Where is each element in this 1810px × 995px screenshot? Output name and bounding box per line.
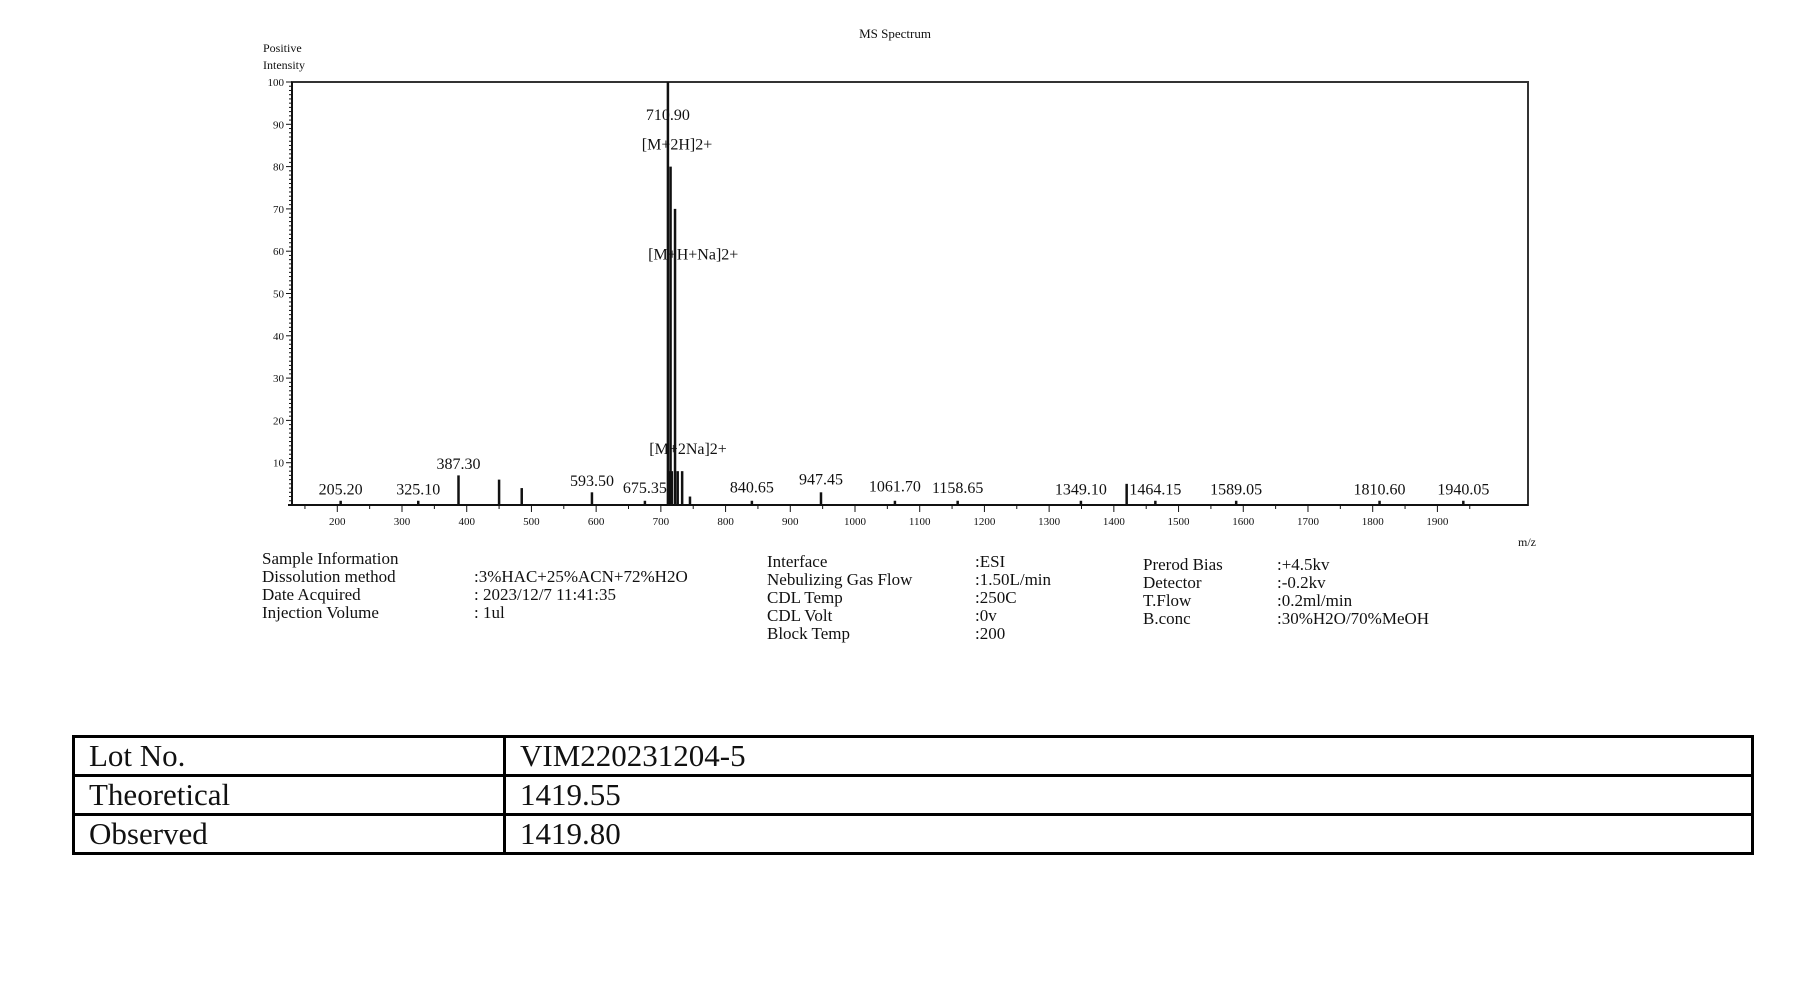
y-tick-label: 50: [273, 288, 284, 301]
peak-label: 387.30: [436, 456, 481, 474]
peak-label: 947.45: [798, 471, 843, 489]
x-tick-label: 1600: [1232, 516, 1255, 528]
x-tick-label: 1100: [908, 516, 931, 528]
peak-labels: [319, 107, 1490, 498]
instrument-info-labels: [767, 553, 912, 643]
sample-info-values: [474, 550, 688, 622]
row-value: 1419.80: [505, 815, 1753, 854]
y-axis-label-line: Intensity: [263, 58, 305, 72]
x-axis-label: m/z: [1518, 535, 1536, 549]
detector-info-values: [1277, 556, 1429, 628]
info-label: Block Temp: [767, 624, 851, 643]
info-label: CDL Temp: [767, 588, 843, 607]
info-value: :30%H2O/70%MeOH: [1277, 609, 1430, 628]
info-label: Date Acquired: [262, 585, 361, 604]
x-tick-label: 1500: [1167, 516, 1190, 528]
info-value: :+4.5kv: [1277, 555, 1330, 574]
y-tick-label: 10: [273, 457, 284, 470]
info-label: Prerod Bias: [1143, 555, 1223, 574]
info-label: Injection Volume: [262, 603, 379, 622]
x-tick-label: 1900: [1426, 516, 1449, 528]
info-value: :ESI: [975, 552, 1006, 571]
info-label: Interface: [767, 552, 828, 571]
y-ticks: [268, 77, 293, 501]
peak-label: 675.35: [622, 480, 667, 498]
info-value: :250C: [975, 588, 1017, 607]
x-tick-label: 300: [393, 516, 411, 528]
peaks: [341, 82, 1464, 505]
info-label: Nebulizing Gas Flow: [767, 570, 913, 589]
annotations: [642, 137, 739, 459]
instrument-info-values: [975, 553, 1051, 643]
x-tick-label: 1200: [973, 516, 996, 528]
peak-label: 1940.05: [1437, 481, 1490, 499]
y-axis-label: [263, 41, 305, 72]
info-label: CDL Volt: [767, 606, 833, 625]
x-tick-label: 1400: [1102, 516, 1125, 528]
info-value: :3%HAC+25%ACN+72%H2O: [474, 567, 688, 586]
chart-title: MS Spectrum: [859, 26, 931, 41]
x-tick-label: 1700: [1296, 516, 1319, 528]
y-tick-label: 40: [273, 330, 284, 343]
sample-info-labels: [262, 550, 398, 622]
y-tick-label: 90: [273, 119, 284, 132]
y-tick-label: 70: [273, 203, 284, 216]
y-tick-label: 80: [273, 161, 284, 174]
peak-label: 1810.60: [1353, 481, 1406, 499]
info-label: T.Flow: [1143, 591, 1192, 610]
info-label: B.conc: [1143, 609, 1191, 628]
peak-label: 840.65: [729, 479, 774, 497]
table-row: [74, 737, 1753, 776]
row-value: 1419.55: [505, 776, 1753, 815]
info-value: :0.2ml/min: [1277, 591, 1353, 610]
y-tick-label: 100: [267, 77, 284, 89]
info-label: Detector: [1143, 573, 1202, 592]
x-tick-label: 1000: [843, 516, 866, 528]
x-tick-label: 900: [782, 516, 799, 528]
x-tick-label: 400: [458, 516, 475, 528]
peak-label: 710.90: [645, 107, 690, 125]
detector-info-labels: [1143, 556, 1223, 628]
y-tick-label: 60: [273, 246, 284, 259]
peak-label: 1061.70: [868, 478, 921, 496]
x-tick-label: 800: [717, 516, 734, 528]
info-label: Sample Information: [262, 549, 399, 568]
row-label: Lot No.: [74, 737, 505, 776]
info-value: : 2023/12/7 11:41:35: [474, 585, 616, 604]
row-label: Observed: [74, 815, 505, 854]
x-ticks: [305, 505, 1470, 528]
row-label: Theoretical: [74, 776, 505, 815]
info-value: :-0.2kv: [1277, 573, 1326, 592]
row-value: VIM220231204-5: [505, 737, 1753, 776]
lot-summary-table: [72, 735, 1754, 855]
info-value: [474, 550, 688, 568]
plot-frame: [292, 82, 1528, 505]
peak-label: 1158.65: [931, 480, 984, 498]
info-value: : 1ul: [474, 603, 505, 622]
peak-label: 205.20: [318, 481, 363, 499]
y-tick-label: 30: [273, 373, 284, 386]
ion-annotation: [M+2Na]2+: [649, 441, 727, 459]
x-tick-label: 600: [587, 516, 605, 528]
peak-label: 1349.10: [1054, 481, 1107, 499]
ion-annotation: [M+H+Na]2+: [648, 246, 739, 264]
peak-label: 1464.15: [1129, 481, 1182, 499]
table-row: [74, 776, 1753, 815]
x-tick-label: 500: [523, 516, 540, 528]
info-label: Dissolution method: [262, 567, 396, 586]
info-value: :200: [975, 624, 1006, 643]
info-value: :1.50L/min: [975, 570, 1052, 589]
peak-label: 1589.05: [1210, 481, 1263, 499]
peak-label: 325.10: [396, 481, 441, 499]
y-axis-label-line: Positive: [263, 41, 302, 55]
x-tick-label: 700: [652, 516, 670, 528]
ion-annotation: [M+2H]2+: [641, 136, 713, 154]
info-value: :0v: [975, 606, 997, 625]
x-tick-label: 1800: [1361, 516, 1384, 528]
peak-label: 593.50: [569, 472, 614, 490]
table-row: [74, 815, 1753, 854]
x-tick-label: 200: [329, 516, 346, 528]
y-tick-label: 20: [273, 415, 284, 428]
x-tick-label: 1300: [1038, 516, 1061, 528]
